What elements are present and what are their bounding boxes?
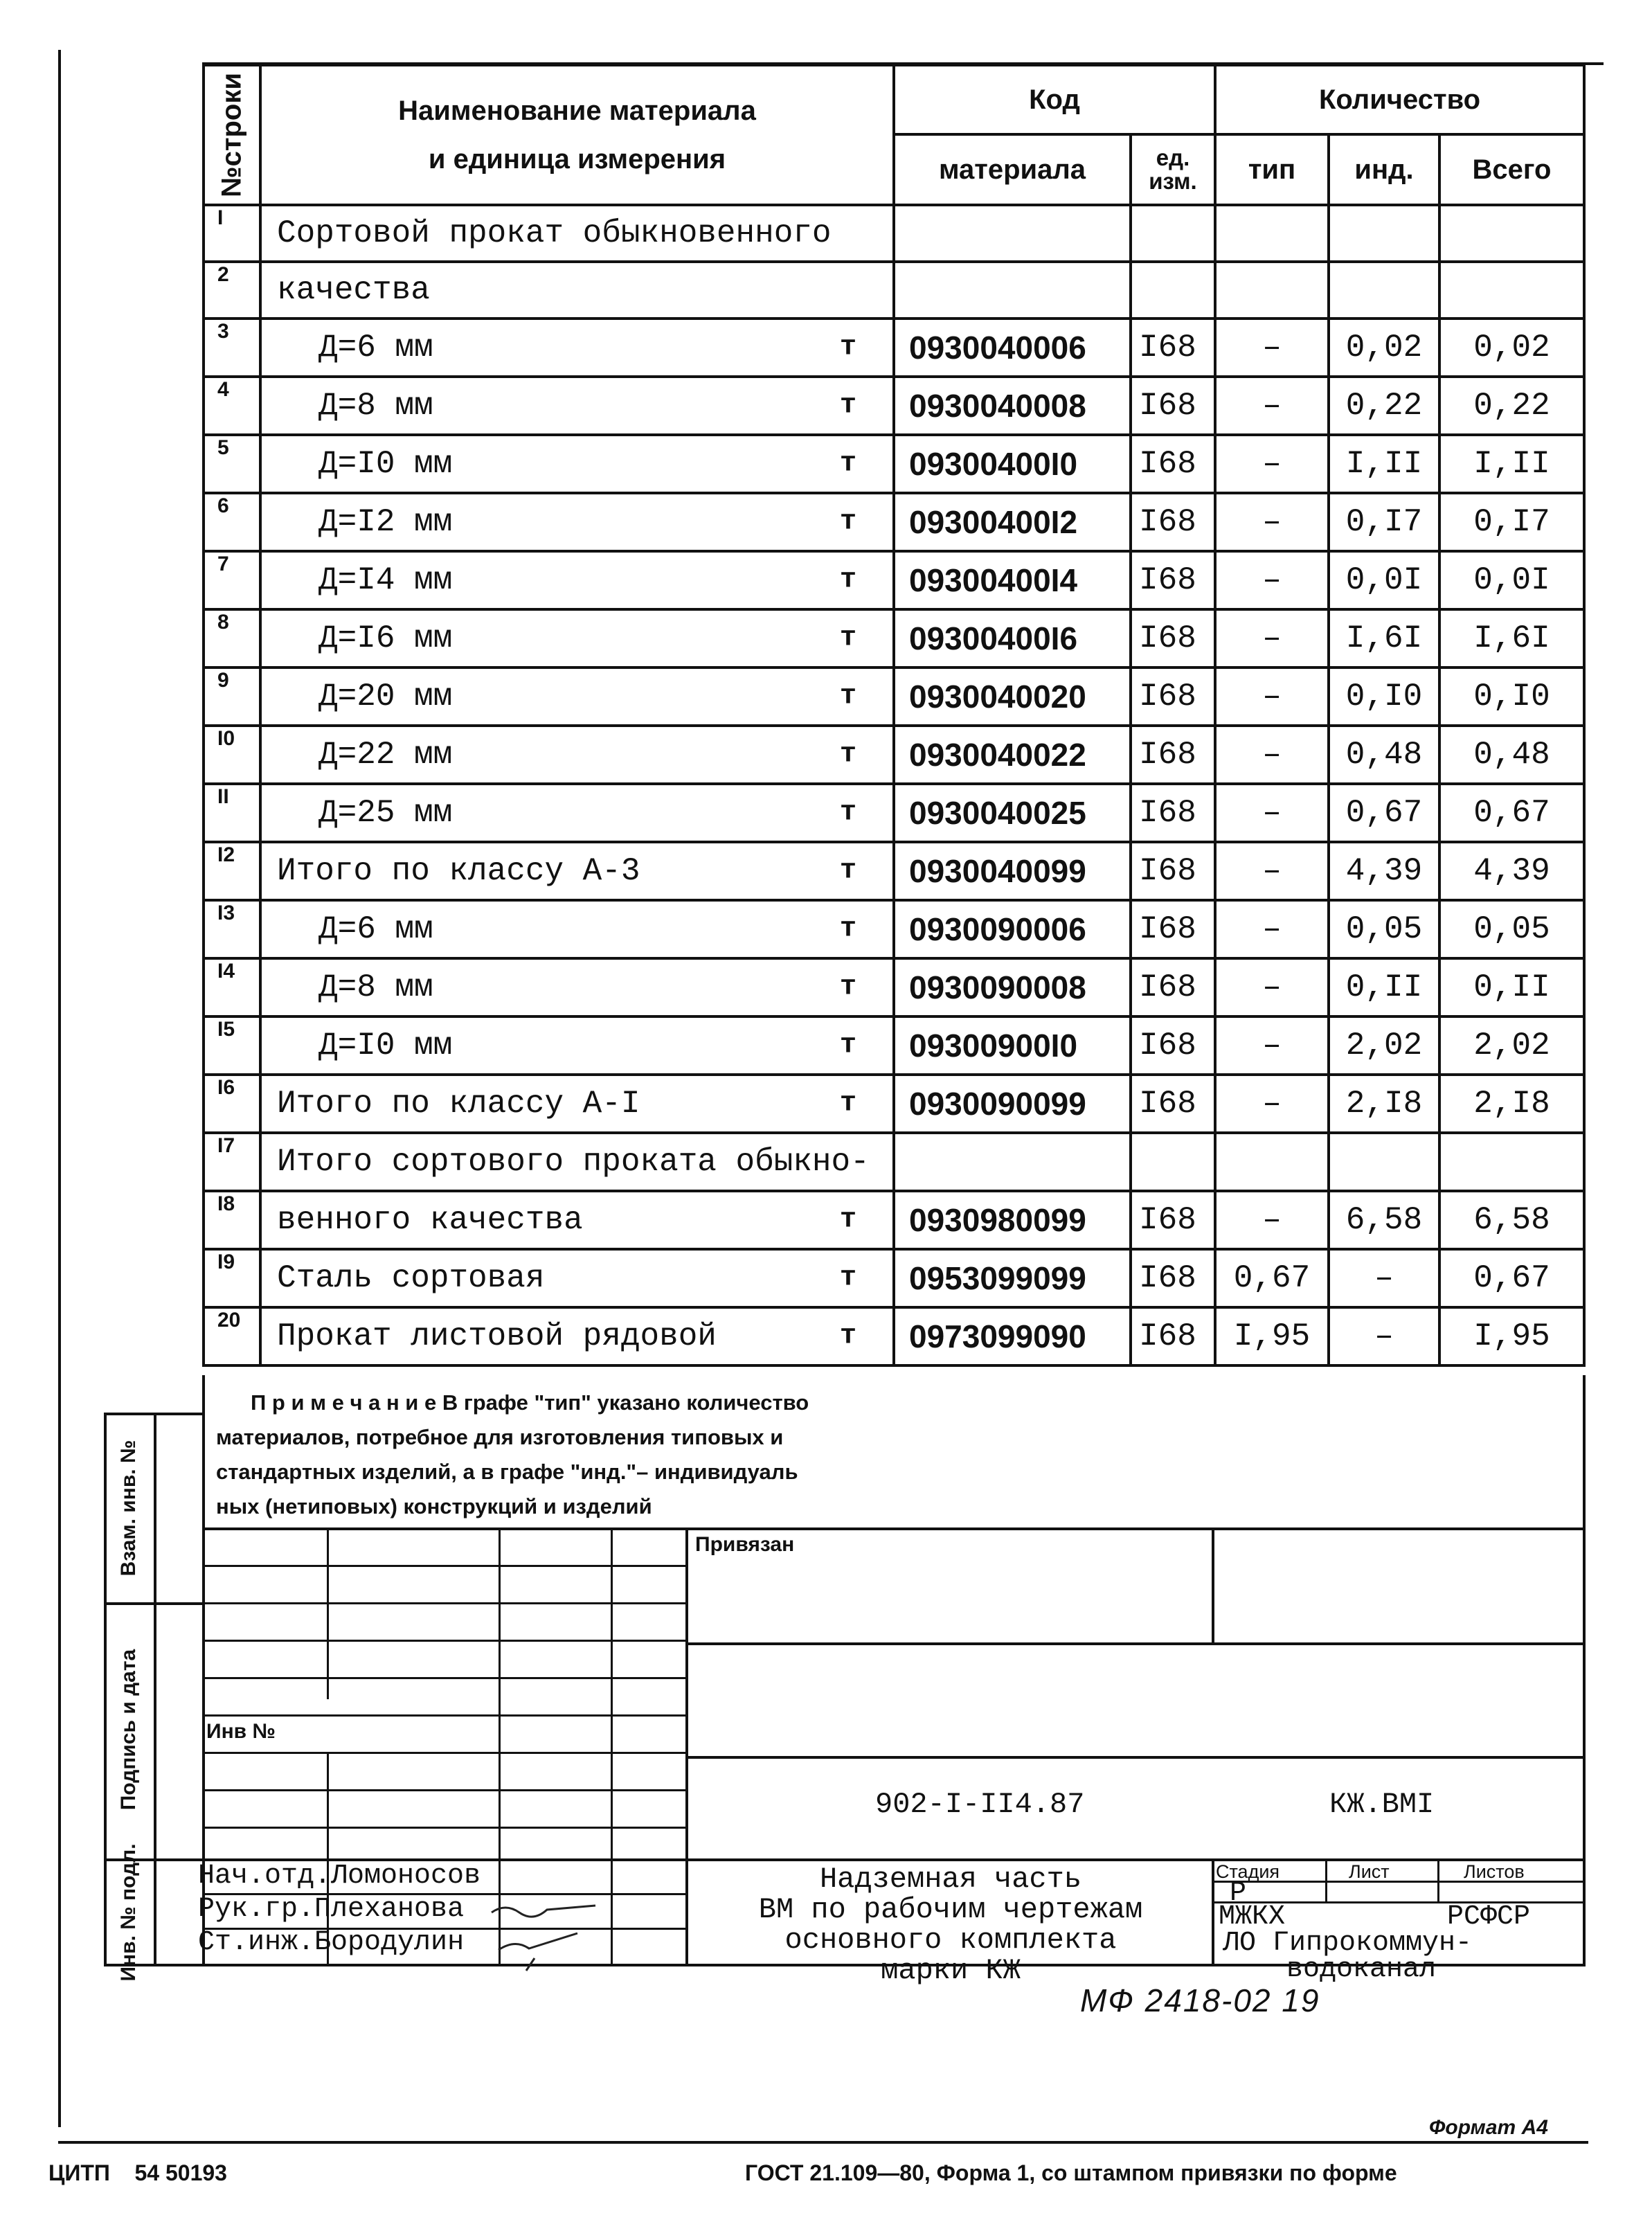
- qty-ind: [1329, 1133, 1439, 1191]
- qty-total: 0,05: [1439, 900, 1584, 958]
- stamp-right-hline: [685, 1642, 1584, 1645]
- stamp-hline: [202, 1714, 687, 1717]
- materials-table: [202, 64, 1586, 1367]
- qty-total: 0,0I: [1439, 551, 1584, 609]
- material-cell: [260, 667, 894, 726]
- table-row: [204, 1016, 1584, 1075]
- material-cell: [260, 784, 894, 842]
- material-cell: [260, 1307, 894, 1365]
- material-name: Итого по классу А-3: [277, 853, 640, 889]
- table-row: [204, 784, 1584, 842]
- row-number: I0: [204, 726, 260, 784]
- material-name: Д=I2 мм: [318, 504, 453, 540]
- material-unit: т: [839, 564, 856, 596]
- qty-ind: 0,67: [1329, 784, 1439, 842]
- material-unit: т: [839, 506, 856, 538]
- qty-total: I,95: [1439, 1307, 1584, 1365]
- table-row: [204, 319, 1584, 377]
- qty-typ: 0,67: [1215, 1249, 1329, 1307]
- qty-typ: –: [1215, 667, 1329, 726]
- unit-code: I68: [1131, 900, 1215, 958]
- material-code: 0953099099: [894, 1249, 1131, 1307]
- unit-code: I68: [1131, 609, 1215, 667]
- qty-ind: 0,0I: [1329, 551, 1439, 609]
- row-number: 3: [204, 319, 260, 377]
- material-cell: [260, 609, 894, 667]
- row-number: I5: [204, 1016, 260, 1075]
- sheets-label: Листов: [1464, 1861, 1525, 1882]
- header-ind: инд.: [1329, 134, 1439, 205]
- unit-code: I68: [1131, 784, 1215, 842]
- material-code: 0930040020: [894, 667, 1131, 726]
- stamp-right-hline: [685, 1756, 1584, 1759]
- material-code: 0930980099: [894, 1191, 1131, 1249]
- signer-row: [198, 1860, 481, 1893]
- material-cell: [260, 1075, 894, 1133]
- material-cell: [260, 1133, 894, 1191]
- material-unit: т: [839, 622, 856, 654]
- row-number: I4: [204, 958, 260, 1016]
- material-name: Д=8 мм: [318, 969, 433, 1005]
- row-number: I: [204, 205, 260, 262]
- unit-code: I68: [1131, 551, 1215, 609]
- qty-typ: –: [1215, 435, 1329, 493]
- qty-typ: [1215, 1133, 1329, 1191]
- signer-name: Бородулин: [314, 1927, 465, 1958]
- material-cell: [260, 262, 894, 319]
- header-unit-line2: изм.: [1149, 168, 1197, 194]
- qty-total: 0,22: [1439, 377, 1584, 435]
- left-margin-line: [58, 50, 61, 2127]
- material-name: Д=6 мм: [318, 911, 433, 947]
- handwritten-doc-no: МФ 2418-02 19: [1080, 1982, 1320, 2018]
- inv-no-label: Инв №: [206, 1720, 276, 1743]
- table-row: [204, 667, 1584, 726]
- material-cell: [260, 493, 894, 551]
- header-unit: [1131, 134, 1215, 205]
- signers-block: [198, 1860, 481, 1960]
- unit-code: I68: [1131, 1075, 1215, 1133]
- qty-ind: 0,48: [1329, 726, 1439, 784]
- org-republic: РСФСР: [1447, 1901, 1531, 1933]
- stamp-hline: [202, 1640, 687, 1642]
- qty-typ: [1215, 262, 1329, 319]
- unit-code: I68: [1131, 842, 1215, 900]
- qty-ind: 0,I7: [1329, 493, 1439, 551]
- material-code: 0930040008: [894, 377, 1131, 435]
- row-number: 4: [204, 377, 260, 435]
- unit-code: [1131, 1133, 1215, 1191]
- material-unit: т: [839, 971, 856, 1003]
- qty-typ: –: [1215, 1016, 1329, 1075]
- stamp-hline: [202, 1752, 687, 1754]
- material-cell: [260, 377, 894, 435]
- unit-code: I68: [1131, 493, 1215, 551]
- table-row: [204, 435, 1584, 493]
- qty-typ: –: [1215, 900, 1329, 958]
- row-number: I7: [204, 1133, 260, 1191]
- table-row: [204, 377, 1584, 435]
- qty-total: 2,02: [1439, 1016, 1584, 1075]
- unit-code: I68: [1131, 319, 1215, 377]
- unit-code: I68: [1131, 726, 1215, 784]
- material-code: 09300400I0: [894, 435, 1131, 493]
- material-code: 0930090099: [894, 1075, 1131, 1133]
- stamp-hline: [202, 1602, 687, 1604]
- qty-ind: I,II: [1329, 435, 1439, 493]
- material-cell: [260, 1249, 894, 1307]
- qty-typ: –: [1215, 784, 1329, 842]
- qty-total: [1439, 205, 1584, 262]
- signer-name: Ломоносов: [331, 1861, 481, 1892]
- material-name: Д=I6 мм: [318, 620, 453, 656]
- material-name: Д=22 мм: [318, 737, 453, 773]
- unit-code: I68: [1131, 1191, 1215, 1249]
- material-code: 0930090008: [894, 958, 1131, 1016]
- table-row: [204, 205, 1584, 262]
- note-line-1: П р и м е ч а н и е В графе "тип" указано количество: [251, 1390, 809, 1415]
- material-code: 0973099090: [894, 1307, 1131, 1365]
- material-unit: т: [839, 1204, 856, 1236]
- stamp-hline: [202, 1827, 687, 1829]
- qty-typ: –: [1215, 1191, 1329, 1249]
- row-number: I9: [204, 1249, 260, 1307]
- side-strip-left: [104, 1413, 107, 1965]
- table-row: [204, 493, 1584, 551]
- qty-total: [1439, 1133, 1584, 1191]
- doc-title: [690, 1864, 1212, 1986]
- material-name: венного качества: [277, 1202, 583, 1238]
- table-row: [204, 1307, 1584, 1365]
- material-code: 0930040006: [894, 319, 1131, 377]
- stamp-top-line: [202, 1527, 1584, 1530]
- qty-total: 0,02: [1439, 319, 1584, 377]
- header-name-line1: Наименование материала: [398, 96, 756, 126]
- stamp-vline: [685, 1527, 688, 1965]
- stage-value: Р: [1230, 1878, 1247, 1909]
- header-material-name: [260, 65, 894, 205]
- material-name: Итого сортового проката обыкно-: [277, 1144, 870, 1180]
- table-row: [204, 551, 1584, 609]
- material-name: Д=25 мм: [318, 795, 453, 831]
- header-total: Всего: [1439, 134, 1584, 205]
- unit-code: I68: [1131, 1249, 1215, 1307]
- format-label: Формат А4: [1429, 2116, 1548, 2139]
- row-number: 8: [204, 609, 260, 667]
- table-row: [204, 1191, 1584, 1249]
- signer-role: Рук.гр.: [198, 1894, 315, 1925]
- qty-ind: –: [1329, 1307, 1439, 1365]
- unit-code: [1131, 262, 1215, 319]
- row-number: 2: [204, 262, 260, 319]
- material-cell: [260, 900, 894, 958]
- material-cell: [260, 435, 894, 493]
- material-code: 0930040022: [894, 726, 1131, 784]
- podpis-data-label: Подпись и дата: [117, 1649, 140, 1811]
- material-code: 0930040025: [894, 784, 1131, 842]
- doc-title-line: марки КЖ: [881, 1954, 1021, 1987]
- side-strip-divider: [154, 1413, 156, 1965]
- qty-total: 0,67: [1439, 784, 1584, 842]
- row-number: I6: [204, 1075, 260, 1133]
- qty-ind: 0,22: [1329, 377, 1439, 435]
- row-number: 9: [204, 667, 260, 726]
- note-line-3: стандартных изделий, а в графе "инд."– индивидуаль: [216, 1460, 798, 1484]
- note-line-4: ных (нетиповых) конструкций и изделий: [216, 1494, 652, 1518]
- side-strip-top: [104, 1413, 204, 1415]
- material-unit: т: [839, 1262, 856, 1294]
- material-name: качества: [277, 272, 430, 308]
- material-code: 09300400I2: [894, 493, 1131, 551]
- qty-ind: 4,39: [1329, 842, 1439, 900]
- material-code: 09300400I6: [894, 609, 1131, 667]
- org-line3: водоканал: [1286, 1954, 1437, 1985]
- stamp-vline: [1212, 1527, 1214, 1644]
- unit-code: I68: [1131, 667, 1215, 726]
- table-row: [204, 1249, 1584, 1307]
- material-name: Д=I4 мм: [318, 562, 453, 598]
- footer-left-code: ЦИТП 54 50193: [48, 2160, 227, 2185]
- doc-title-line: ВМ по рабочим чертежам: [758, 1893, 1143, 1926]
- qty-total: I,6I: [1439, 609, 1584, 667]
- qty-total: 0,I0: [1439, 667, 1584, 726]
- qty-ind: 6,58: [1329, 1191, 1439, 1249]
- material-name: Итого по классу А-I: [277, 1086, 640, 1122]
- doc-code: 902-I-II4.87: [875, 1788, 1085, 1821]
- doc-title-line: основного комплекта: [784, 1924, 1117, 1957]
- unit-code: I68: [1131, 1016, 1215, 1075]
- material-unit: т: [839, 855, 856, 887]
- material-unit: т: [839, 913, 856, 945]
- material-code: 0930090006: [894, 900, 1131, 958]
- material-unit: т: [839, 1320, 856, 1352]
- qty-total: 0,II: [1439, 958, 1584, 1016]
- material-name: Прокат листовой рядовой: [277, 1318, 717, 1354]
- header-quantity: Количество: [1215, 65, 1584, 134]
- material-unit: т: [839, 681, 856, 713]
- stamp-vline: [327, 1527, 329, 1699]
- stamp-hline: [202, 1565, 687, 1567]
- material-code: [894, 205, 1131, 262]
- material-code: 0930040099: [894, 842, 1131, 900]
- sheet-label: Лист: [1349, 1861, 1390, 1882]
- material-cell: [260, 1016, 894, 1075]
- qty-ind: 2,I8: [1329, 1075, 1439, 1133]
- material-name: Д=I0 мм: [318, 1028, 453, 1064]
- material-name: Сортовой прокат обыкновенного: [277, 215, 832, 251]
- material-cell: [260, 205, 894, 262]
- row-number: I8: [204, 1191, 260, 1249]
- material-name: Д=8 мм: [318, 388, 433, 424]
- qty-typ: –: [1215, 319, 1329, 377]
- qty-total: 0,48: [1439, 726, 1584, 784]
- qty-typ: –: [1215, 377, 1329, 435]
- table-row: [204, 609, 1584, 667]
- qty-typ: –: [1215, 726, 1329, 784]
- qty-typ: –: [1215, 493, 1329, 551]
- row-number: I3: [204, 900, 260, 958]
- note-line-2: материалов, потребное для изготовления типовых и: [216, 1425, 784, 1449]
- stamp-hline: [202, 1677, 687, 1679]
- material-code: [894, 262, 1131, 319]
- material-cell: [260, 958, 894, 1016]
- signer-row: [198, 1893, 481, 1926]
- qty-ind: 2,02: [1329, 1016, 1439, 1075]
- table-row: [204, 262, 1584, 319]
- qty-ind: I,6I: [1329, 609, 1439, 667]
- stamp-vline: [1325, 1858, 1327, 1901]
- material-code: 09300900I0: [894, 1016, 1131, 1075]
- header-typ: тип: [1215, 134, 1329, 205]
- qty-total: [1439, 262, 1584, 319]
- material-unit: т: [839, 1088, 856, 1120]
- stamp-vline: [1437, 1858, 1439, 1901]
- material-cell: [260, 551, 894, 609]
- qty-ind: 0,I0: [1329, 667, 1439, 726]
- material-unit: т: [839, 797, 856, 829]
- table-row: [204, 842, 1584, 900]
- table-row: [204, 958, 1584, 1016]
- qty-typ: –: [1215, 958, 1329, 1016]
- unit-code: [1131, 205, 1215, 262]
- qty-typ: –: [1215, 1075, 1329, 1133]
- qty-total: 0,I7: [1439, 493, 1584, 551]
- header-name-line2: и единица измерения: [428, 144, 726, 174]
- signer-role: Ст.инж.: [198, 1927, 315, 1958]
- org-line2: ЛО Гипрокоммун-: [1223, 1928, 1473, 1959]
- material-cell: [260, 726, 894, 784]
- main-right-line: [1583, 1375, 1586, 1965]
- org-ministry: МЖКХ: [1219, 1901, 1286, 1933]
- privyazan-label: Привязан: [695, 1533, 795, 1556]
- doc-mark: КЖ.ВМI: [1329, 1788, 1435, 1821]
- material-name: Д=I0 мм: [318, 446, 453, 482]
- signer-role: Нач.отд.: [198, 1861, 332, 1892]
- footer-rule: [58, 2141, 1588, 2144]
- unit-code: I68: [1131, 1307, 1215, 1365]
- vzam-inv-label: Взам. инв. №: [117, 1440, 140, 1577]
- table-row: [204, 900, 1584, 958]
- material-name: Д=6 мм: [318, 330, 433, 366]
- side-strip-sep1: [104, 1602, 204, 1605]
- table-row: [204, 1133, 1584, 1191]
- table-row: [204, 726, 1584, 784]
- table-row: [204, 1075, 1584, 1133]
- qty-total: I,II: [1439, 435, 1584, 493]
- header-code: Код: [894, 65, 1215, 134]
- qty-ind: 0,02: [1329, 319, 1439, 377]
- material-unit: т: [839, 448, 856, 480]
- gost-note: ГОСТ 21.109—80, Форма 1, со штампом привязки по форме: [745, 2160, 1397, 2185]
- header-unit-line1: ед.: [1156, 145, 1190, 170]
- unit-code: I68: [1131, 377, 1215, 435]
- inv-podl-label: Инв. № подл.: [117, 1843, 140, 1982]
- material-name: Сталь сортовая: [277, 1260, 545, 1296]
- stage-label: Стадия: [1216, 1861, 1280, 1882]
- header-material-code: материала: [894, 134, 1131, 205]
- qty-ind: 0,II: [1329, 958, 1439, 1016]
- stamp-vline: [611, 1527, 613, 1965]
- material-unit: т: [839, 390, 856, 422]
- material-code: [894, 1133, 1131, 1191]
- qty-total: 2,I8: [1439, 1075, 1584, 1133]
- signer-row: [198, 1926, 481, 1960]
- row-number: 6: [204, 493, 260, 551]
- unit-code: I68: [1131, 958, 1215, 1016]
- material-unit: т: [839, 1030, 856, 1061]
- qty-ind: 0,05: [1329, 900, 1439, 958]
- qty-ind: [1329, 262, 1439, 319]
- material-unit: т: [839, 332, 856, 364]
- material-code: 09300400I4: [894, 551, 1131, 609]
- material-unit: т: [839, 739, 856, 771]
- material-cell: [260, 842, 894, 900]
- doc-title-line: Надземная часть: [819, 1863, 1082, 1896]
- material-name: Д=20 мм: [318, 679, 453, 715]
- qty-typ: –: [1215, 842, 1329, 900]
- qty-ind: [1329, 205, 1439, 262]
- header-row-number: №строки: [204, 65, 260, 205]
- row-number: I2: [204, 842, 260, 900]
- stamp-hline: [202, 1789, 687, 1791]
- row-number: 20: [204, 1307, 260, 1365]
- signature-scribbles: [485, 1897, 609, 1973]
- row-number: II: [204, 784, 260, 842]
- qty-ind: –: [1329, 1249, 1439, 1307]
- material-cell: [260, 319, 894, 377]
- stamp-vline: [1212, 1858, 1214, 1965]
- qty-total: 4,39: [1439, 842, 1584, 900]
- qty-typ: [1215, 205, 1329, 262]
- qty-typ: –: [1215, 551, 1329, 609]
- row-number: 7: [204, 551, 260, 609]
- qty-typ: I,95: [1215, 1307, 1329, 1365]
- material-cell: [260, 1191, 894, 1249]
- qty-typ: –: [1215, 609, 1329, 667]
- row-number: 5: [204, 435, 260, 493]
- signer-name: Плеханова: [314, 1894, 465, 1925]
- qty-total: 6,58: [1439, 1191, 1584, 1249]
- qty-total: 0,67: [1439, 1249, 1584, 1307]
- unit-code: I68: [1131, 435, 1215, 493]
